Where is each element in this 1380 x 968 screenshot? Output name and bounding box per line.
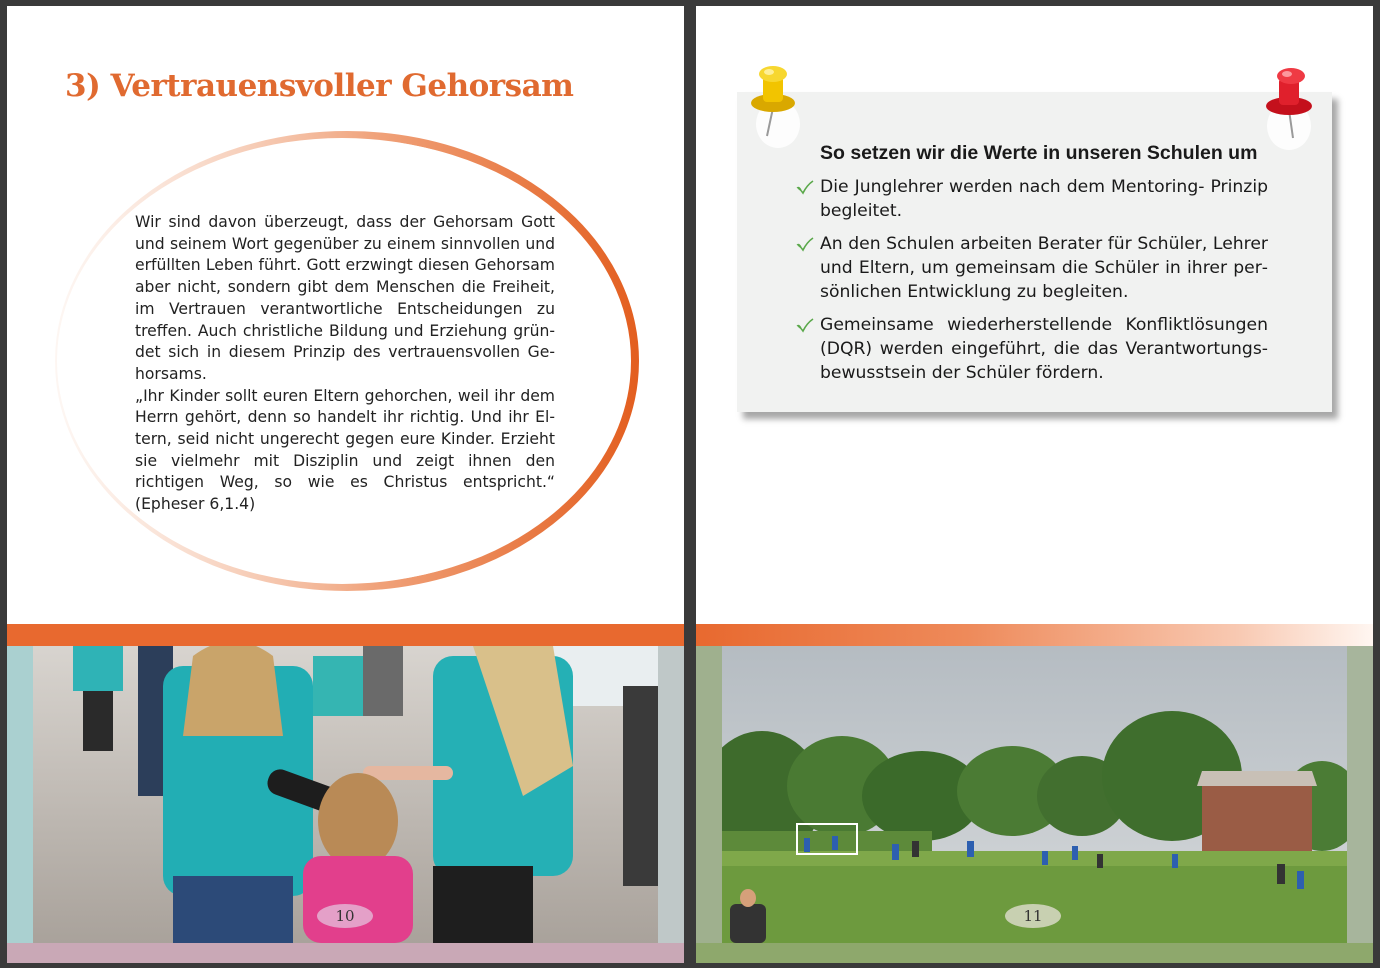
list-item bbox=[795, 175, 1268, 223]
note-list bbox=[795, 175, 1268, 394]
body-text bbox=[135, 212, 555, 516]
checkmark-icon bbox=[795, 235, 815, 253]
page-title: 3) Vertrauensvoller Gehorsam bbox=[65, 68, 574, 104]
photo-football-field bbox=[722, 646, 1347, 943]
page-number: 10 bbox=[317, 904, 373, 928]
photo-children-hall bbox=[33, 646, 658, 943]
accent-band bbox=[7, 624, 684, 646]
accent-band bbox=[696, 624, 1373, 646]
red-pushpin-icon bbox=[1259, 62, 1319, 152]
checkmark-icon bbox=[795, 316, 815, 334]
list-item-text: Gemeinsame wiederherstellende Konfliktlösungen (DQR) werden eingeführt, die das Verantwortungsbewusstsein der Schüler fördern. bbox=[820, 315, 1268, 383]
paragraph-quote: „Ihr Kinder sollt euren Eltern gehorchen, weil ihr dem Herrn gehört, denn so handelt ihr richtig. Und ihr Eltern, seid nicht ungerecht gegen eure Kinder. Erzieht sie vielmehr mit Disziplin und zeigt ihnen den richtigen Weg, so wie es Christus entspricht.“ (Epheser 6,1.4) bbox=[135, 386, 555, 514]
page-number: 11 bbox=[1005, 904, 1061, 928]
yellow-pushpin-icon bbox=[749, 62, 807, 150]
right-page bbox=[696, 6, 1373, 963]
list-item bbox=[795, 232, 1268, 304]
note-heading: So setzen wir die Werte in unseren Schulen um bbox=[820, 142, 1258, 164]
info-note bbox=[737, 92, 1332, 412]
list-item-text: Die Junglehrer werden nach dem Mentoring- Prinzip begleitet. bbox=[820, 177, 1268, 221]
paragraph-intro: Wir sind davon überzeugt, dass der Gehorsam Gott und seinem Wort gegenüber zu einem sinnvollen und erfüllten Leben führt. Gott erzwingt diesen Gehorsam aber nicht, sondern gibt dem Menschen die Freiheit, im Vertrauen verantwortliche Entscheidungen zu treffen. Auch christliche Bildung und Erziehung gründet sich in diesem Prinzip des vertrauensvollen Gehorsams. bbox=[135, 213, 555, 383]
list-item bbox=[795, 313, 1268, 385]
checkmark-icon bbox=[795, 178, 815, 196]
left-page bbox=[7, 6, 684, 963]
list-item-text: An den Schulen arbeiten Berater für Schüler, Lehrer und Eltern, um gemeinsam die Schüler in ihrer persönlichen Entwicklung zu begleiten. bbox=[820, 234, 1268, 302]
